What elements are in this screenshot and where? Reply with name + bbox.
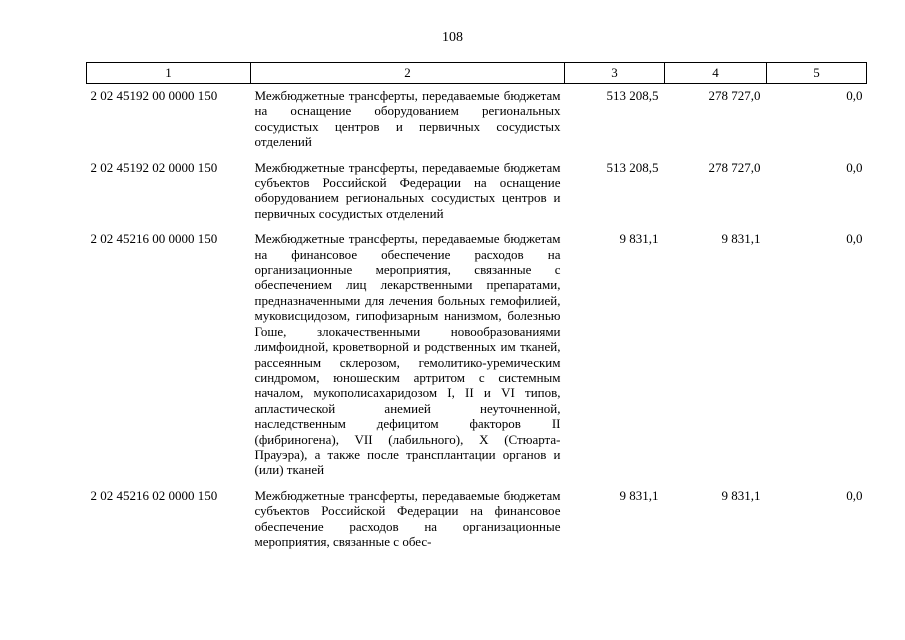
row-col5-value: 0,0 — [846, 159, 863, 175]
row-description: Межбюджетные трансферты, передаваемые бюджетам субъектов Российской Федерации на финансовое обеспечение расходов на организационные мероприятия, связанные с обес- — [254, 487, 561, 549]
row-description: Межбюджетные трансферты, передаваемые бюджетам на оснащение оборудованием региональных сосудистых центров и первичных сосудистых отделений — [254, 88, 561, 150]
row-col5-value: 0,0 — [846, 487, 863, 503]
row-description: Межбюджетные трансферты, передаваемые бюджетам на финансовое обеспечение расходов на организационные мероприятия, связанные с обеспечением лиц лекарственными препаратами, предназначенными для лечения больных гемофилией, муковисцидозом, гипофизарным нанизмом, болезнью Гоше, злокачественными новообразованиями лимфоидной, кроветворной и родственных им тканей, рассеянным склерозом, гемолитико-уремическим синдромом, юношеским артритом с системным началом, мукополисахаридозом I, II и VI типов, апластической анемией неуточненной, наследственным дефицитом факторов II (фибриногена), VII (лабильного), X (Стюарта-Прауэра), а также после трансплантации органов и (или) тканей — [254, 231, 561, 478]
header-col-1: 1 — [87, 63, 251, 84]
page-number: 108 — [442, 30, 463, 45]
row-col4-value: 9 831,1 — [721, 231, 761, 247]
header-row — [87, 63, 867, 84]
row-code: 2 02 45216 02 0000 150 — [90, 487, 218, 503]
header-col-4: 4 — [665, 63, 767, 84]
row-description: Межбюджетные трансферты, передаваемые бюджетам субъектов Российской Федерации на оснащение оборудованием региональных сосудистых центров и первичных сосудистых отделений — [254, 159, 561, 221]
table-row — [87, 227, 867, 484]
row-col3-value: 513 208,5 — [606, 88, 659, 103]
row-col4-value: 278 727,0 — [708, 88, 761, 103]
row-col4-value: 278 727,0 — [708, 159, 761, 175]
header-col-2: 2 — [251, 63, 565, 84]
row-col4-value: 9 831,1 — [721, 487, 761, 503]
header-col-3: 3 — [565, 63, 665, 84]
table-row — [87, 484, 867, 556]
header-col-5: 5 — [767, 63, 867, 84]
row-col3-value: 9 831,1 — [619, 231, 659, 247]
row-col5-value: 0,0 — [846, 88, 863, 103]
row-code: 2 02 45192 02 0000 150 — [90, 159, 218, 175]
row-code: 2 02 45216 00 0000 150 — [90, 231, 218, 247]
row-col5-value: 0,0 — [846, 231, 863, 247]
row-col3-value: 9 831,1 — [619, 487, 659, 503]
row-code: 2 02 45192 00 0000 150 — [90, 88, 218, 103]
row-col3-value: 513 208,5 — [606, 159, 659, 175]
table-row — [87, 84, 867, 156]
budget-table — [86, 62, 867, 555]
table-row — [87, 156, 867, 228]
